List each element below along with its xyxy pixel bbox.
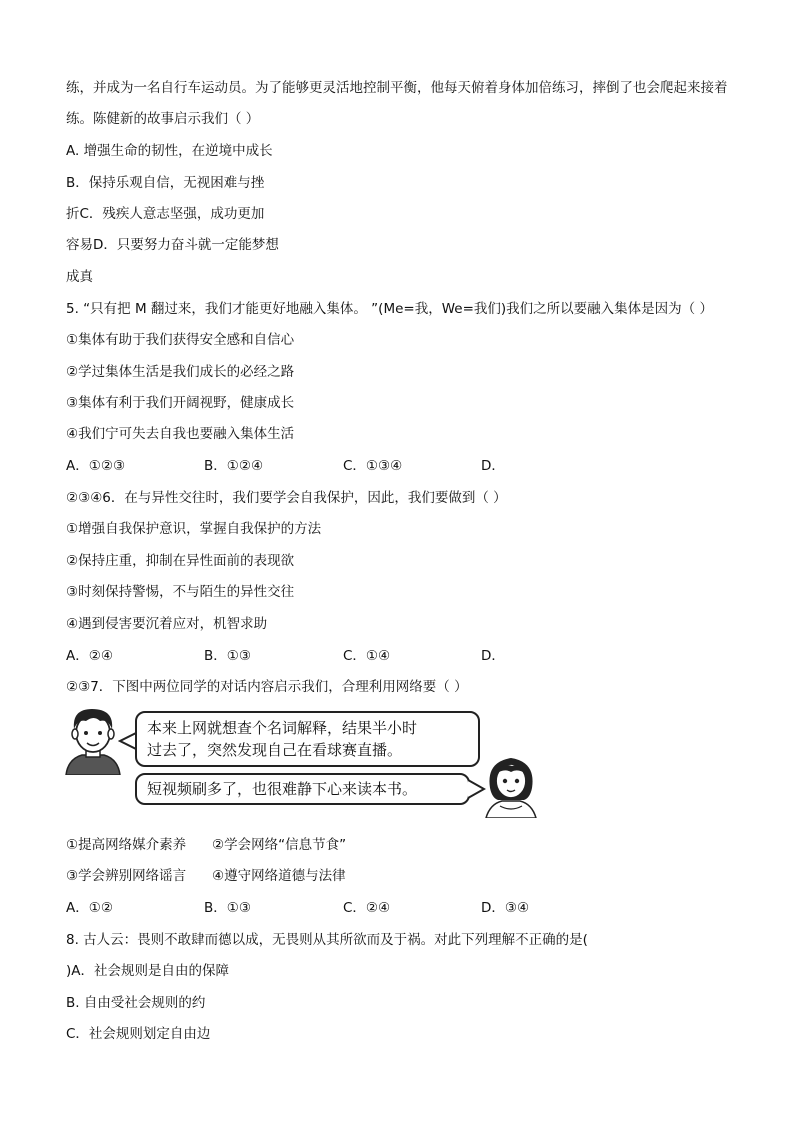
option-a: A．①②: [66, 900, 113, 916]
option-c: C．①④: [343, 648, 391, 664]
option-line: )A．社会规则是自由的保障: [66, 963, 230, 979]
option-line: B. 自由受社会规则的约: [66, 995, 206, 1011]
statement-line: ①增强自我保护意识，掌握自我保护的方法: [66, 521, 322, 537]
statement-line: ④遇到侵害要沉着应对，机智求助: [66, 616, 268, 632]
option-b: B．①②④: [204, 458, 264, 474]
option-a: A．②④: [66, 648, 113, 664]
option-c: C．②④: [343, 900, 391, 916]
question-7-items-1: [66, 836, 666, 854]
speech-bubble-girl: [135, 773, 470, 805]
bubble-text: 本来上网就想查个名词解释，结果半小时: [147, 719, 418, 737]
statement-item: ③学会辨别网络谣言: [66, 868, 187, 884]
option-a: A．①②③: [66, 458, 126, 474]
option-c: C．①③④: [343, 458, 403, 474]
option-b: B．①③: [204, 900, 251, 916]
statement-item: ①提高网络媒介素养: [66, 837, 187, 853]
question-5-options: [66, 457, 666, 475]
speech-bubble-boy: [135, 711, 480, 767]
option-line: 容易D．只要努力奋斗就一定能梦想: [66, 237, 279, 253]
statement-line: ④我们宁可失去自我也要融入集体生活: [66, 426, 295, 442]
question-6-options: [66, 647, 666, 665]
statement-item: ②学会网络“信息节食”: [212, 837, 347, 853]
option-b: B．①③: [204, 648, 251, 664]
girl-illustration: [478, 748, 544, 818]
statement-line: ①集体有助于我们获得安全感和自信心: [66, 332, 295, 348]
question-8-stem: 8. 古人云：畏则不敢肆而德以成，无畏则从其所欲而及于祸。对此下列理解不正确的是(: [66, 932, 588, 948]
bubble-text: 短视频刷多了，也很难静下心来读本书。: [147, 780, 418, 798]
question-7-options: [66, 899, 666, 917]
option-d: D．: [481, 648, 505, 664]
statement-line: ③集体有利于我们开阔视野，健康成长: [66, 395, 295, 411]
text-line: 练，并成为一名自行车运动员。为了能够更灵活地控制平衡，他每天俯着身体加倍练习，摔倒了也会爬起来接着: [66, 80, 728, 96]
question-6-stem: ②③④6．在与异性交往时，我们要学会自我保护，因此，我们要做到（ ）: [66, 490, 507, 506]
option-line: A. 增强生命的韧性，在逆境中成长: [66, 143, 273, 159]
option-line: 成真: [66, 269, 93, 285]
bubble-text: 过去了，突然发现自己在看球赛直播。: [147, 741, 403, 759]
statement-line: ②保持庄重，抑制在异性面前的表现欲: [66, 553, 295, 569]
question-7-stem: ②③7．下图中两位同学的对话内容启示我们，合理利用网络要（ ）: [66, 679, 468, 695]
statement-line: ②学过集体生活是我们成长的必经之路: [66, 364, 295, 380]
option-d: D．: [481, 458, 505, 474]
statement-line: ③时刻保持警惕，不与陌生的异性交往: [66, 584, 295, 600]
text-line: 练。陈健新的故事启示我们（ ）: [66, 111, 260, 127]
option-line: 折C．残疾人意志坚强，成功更加: [66, 206, 265, 222]
option-d: D．③④: [481, 900, 530, 916]
question-5-stem: 5. “只有把 M 翻过来，我们才能更好地融入集体。 ”(Me=我，We=我们)我们之所以要融入集体是因为（ ）: [66, 301, 713, 317]
option-line: B．保持乐观自信，无视困难与挫: [66, 175, 265, 191]
statement-item: ④遵守网络道德与法律: [212, 868, 346, 884]
option-line: C．社会规则划定自由边: [66, 1026, 211, 1042]
question-7-items-2: [66, 867, 666, 885]
